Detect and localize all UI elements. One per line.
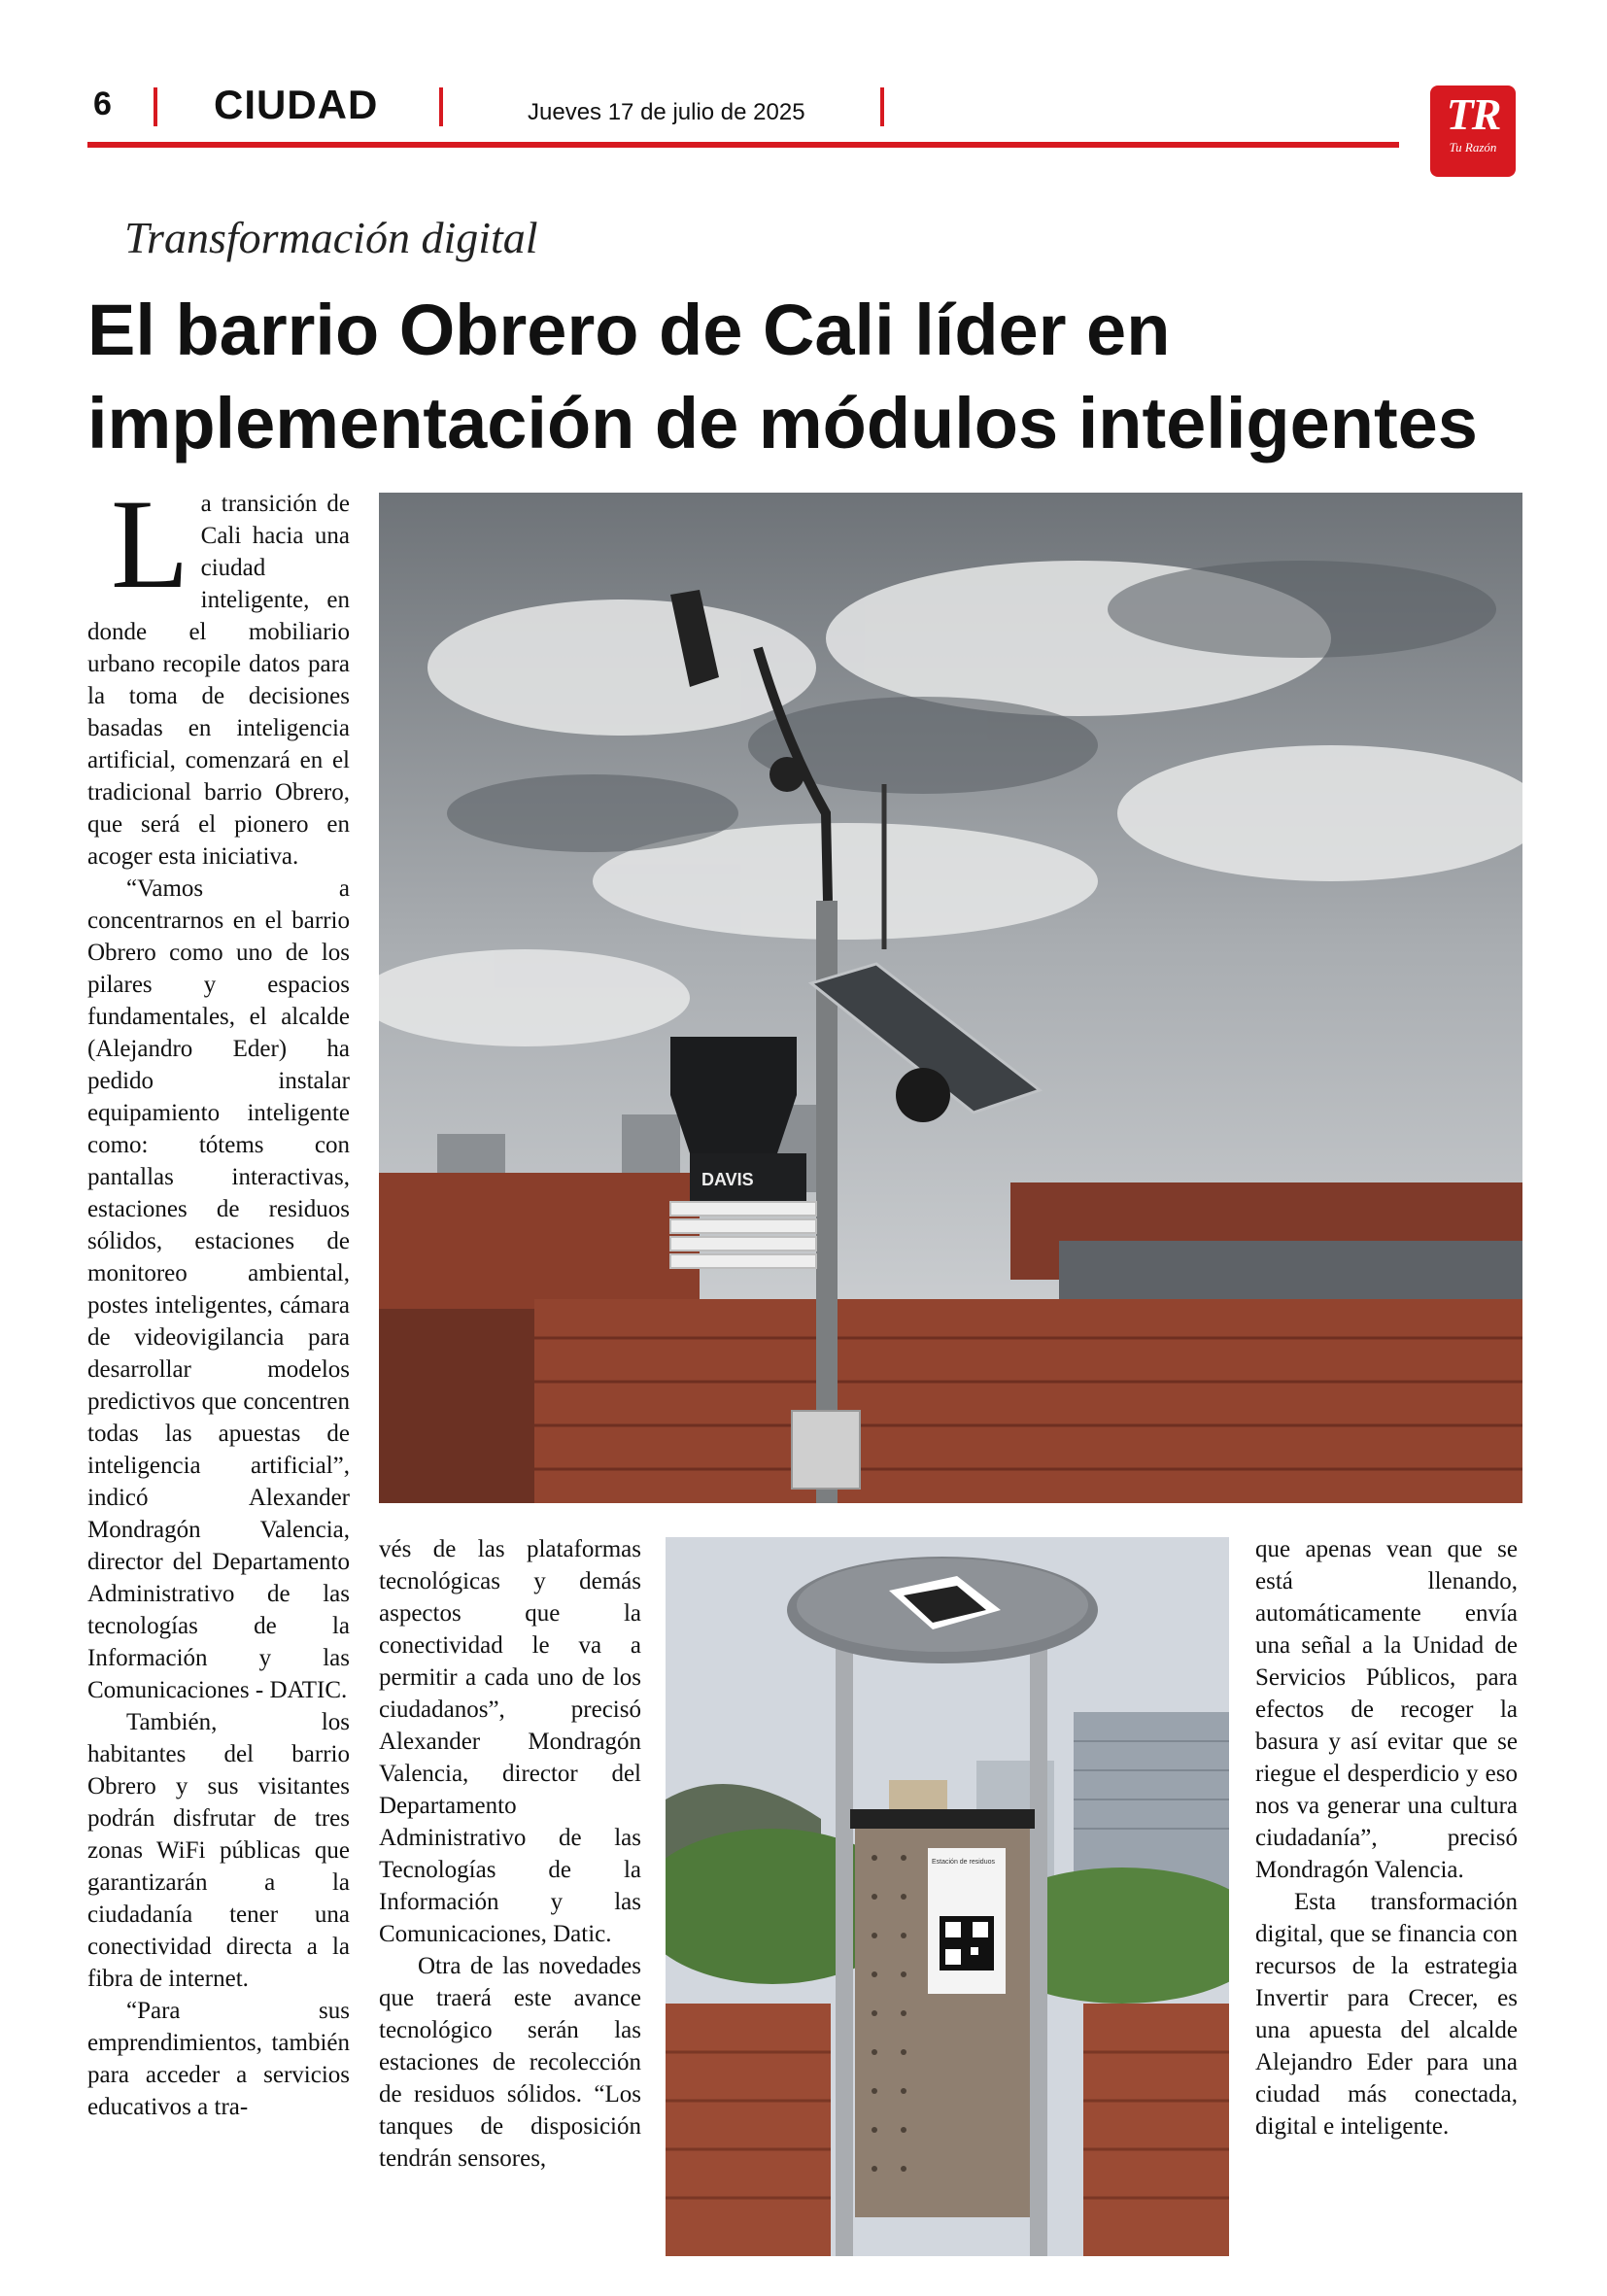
davis-brand-text: DAVIS [701, 1170, 754, 1189]
header-rule [87, 142, 1399, 148]
logo-name: Tu Razón [1449, 140, 1497, 154]
header-separator [880, 87, 884, 126]
paragraph: “Para sus emprendimientos, también para acceder a servicios educativos a tra- [87, 1998, 350, 2120]
paragraph: Esta transformación digital, que se financia con recursos de la estrategia Invertir para Crecer, es una apuesta del alcalde Alejandro Eder para una ciudad más conectada, digital e inteligente. [1255, 1889, 1518, 2140]
paragraph: que apenas vean que se está llenando, automáticamente envía una señal a la Unidad de Servicios Públicos, para efectos de recoger la basura y así evitar que se riegue el desperdicio y eso nos va generar una cultura ciudadanía”, precisó Mondragón Valencia. [1255, 1536, 1518, 1883]
weather-station-photo [379, 493, 1522, 1503]
article-kicker: Transformación digital [124, 213, 538, 262]
smart-waste-bin-photo [666, 1537, 1229, 2256]
article-column-2 [379, 1533, 641, 2175]
page-number: 6 [93, 86, 112, 122]
section-label: CIUDAD [214, 82, 379, 127]
paragraph: La transición de Cali hacia una ciudad inteligente, en donde el mobiliario urbano recopile datos para la toma de decisiones basadas en inteligencia artificial, comenzará en el tradicional barrio Obrero, que será el pionero en acoger esta iniciativa. [87, 472, 350, 870]
logo-mark: TR [1446, 89, 1500, 139]
paragraph: También, los habitantes del barrio Obrero y sus visitantes podrán disfrutar de tres zonas WiFi públicas que garantizarán a la ciudadanía tener una conectividad directa a la fibra de internet. [87, 1709, 350, 1992]
article-column-3 [1255, 1533, 1518, 2142]
issue-date: Jueves 17 de julio de 2025 [528, 99, 805, 125]
article-headline: El barrio Obrero de Cali líder en implementación de módulos inteligentes [87, 290, 1478, 463]
newspaper-logo[interactable] [1430, 86, 1516, 177]
header-separator [439, 87, 443, 126]
paragraph: “Vamos a concentrarnos en el barrio Obrero como uno de los pilares y espacios fundamentales, el alcalde (Alejandro Eder) ha pedido instalar equipamiento inteligente como: tótems con pantallas interactivas, estaciones de residuos sólidos, estaciones de monitoreo ambiental, postes inteligentes, cámara de videovigilancia para desarrollar modelos predictivos que concentren todas las apuestas de inteligencia artificial”, indicó Alexander Mondragón Valencia, director del Departamento Administrativo de las tecnologías de la Información y las Comunicaciones - DATIC. [87, 875, 350, 1703]
drop-cap: L [111, 472, 189, 615]
paragraph: vés de las plataformas tecnológicas y demás aspectos que la conectividad le va a permitir a cada uno de los ciudadanos”, precisó Alexander Mondragón Valencia, director del Departamento Administrativo de las Tecnologías de la Información y las Comunicaciones, Datic. [379, 1536, 641, 1947]
header-separator [154, 87, 157, 126]
article-column-1 [87, 472, 350, 2123]
bin-sign-text: Estación de residuos [932, 1859, 995, 1866]
paragraph: Otra de las novedades que traerá este avance tecnológico serán las estaciones de recolección de residuos sólidos. “Los tanques de disposición tendrán sensores, [379, 1953, 641, 2172]
